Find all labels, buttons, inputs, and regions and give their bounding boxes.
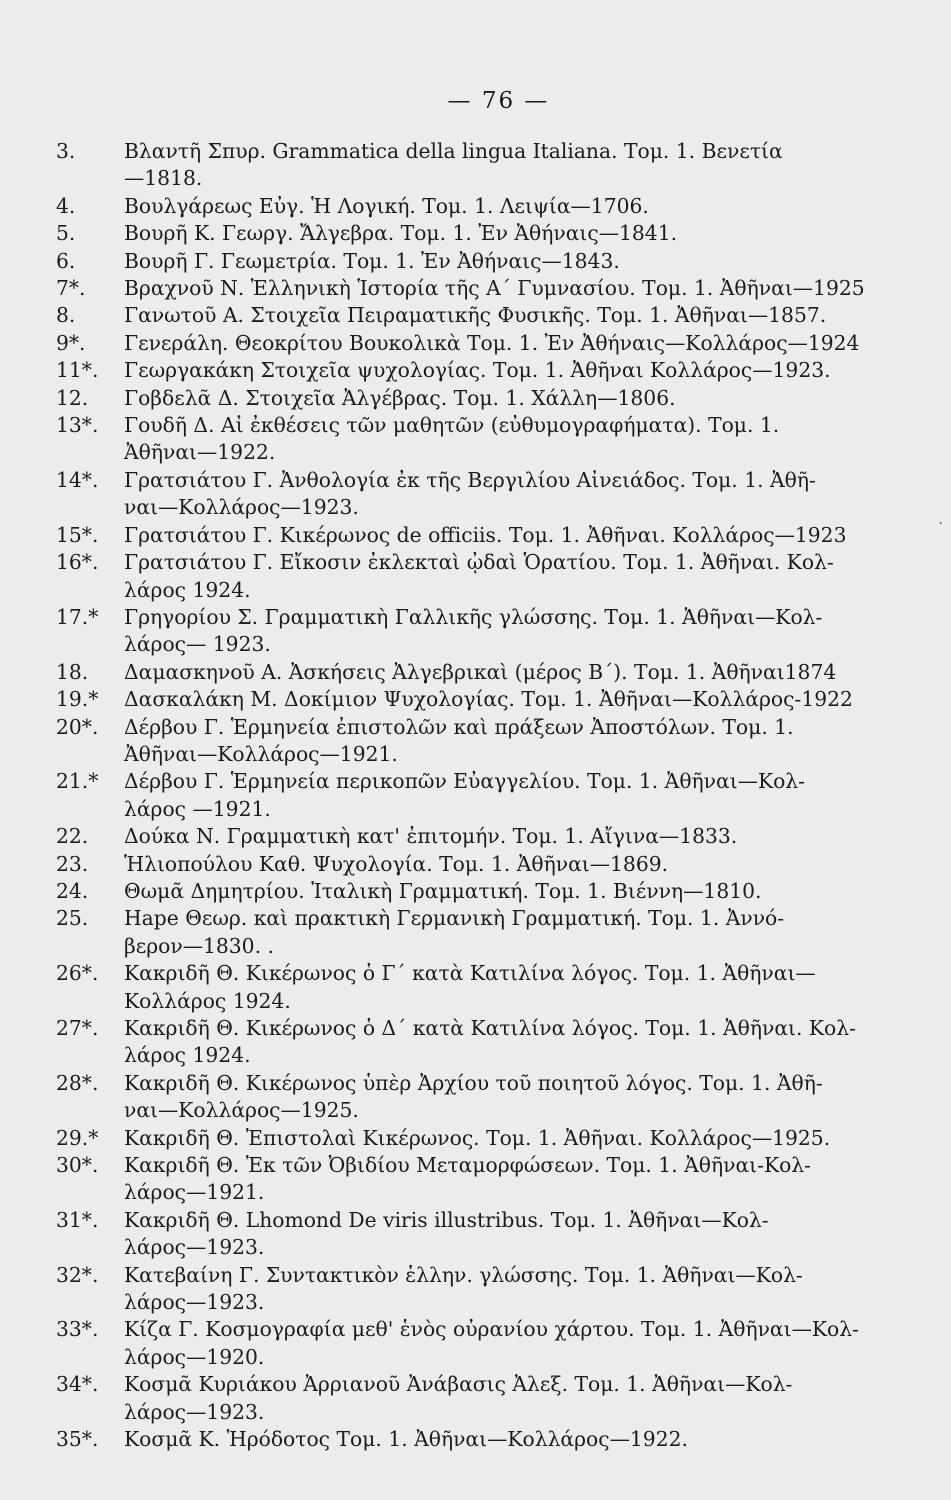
entry-number: 33*. <box>56 1317 99 1342</box>
bibliography-list <box>56 138 881 1454</box>
entry-line: Βουρῆ Κ. Γεωργ. Ἄλγεβρα. Τομ. 1. Ἐν Ἀθήναις—1841. <box>124 221 678 246</box>
entry-line: ναι—Κολλάρος—1923. <box>124 495 359 520</box>
entry-number: 16*. <box>56 550 99 575</box>
entry-text <box>124 522 881 549</box>
entry-number: 14*. <box>56 467 99 492</box>
entry-text <box>124 549 881 604</box>
entry-line: Κολλάρος 1924. <box>124 988 291 1013</box>
entry-number: 24. <box>56 878 89 903</box>
list-item <box>56 714 881 769</box>
page-number: — 76 — <box>447 88 550 114</box>
entry-text <box>124 302 881 329</box>
list-item <box>56 385 881 412</box>
entry-line: Γρηγορίου Σ. Γραμματικὴ Γαλλικῆς γλώσσης. Τομ. 1. Ἀθῆναι—Κολ- <box>124 604 823 629</box>
entry-line: Θωμᾶ Δημητρίου. Ἰταλικὴ Γραμματική. Τομ. 1. Βιέννη—1810. <box>124 878 762 903</box>
entry-number: 6. <box>56 248 76 273</box>
entry-line: Κακριδῆ Θ. Κικέρωνος ὑπὲρ Ἀρχίου τοῦ ποιητοῦ λόγος. Τομ. 1. Ἀθῆ- <box>124 1070 823 1095</box>
entry-line: Δέρβου Γ. Ἑρμηνεία ἐπιστολῶν καὶ πράξεων Ἀποστόλων. Τομ. 1. <box>124 714 794 739</box>
entry-line: Κοσμᾶ Κυριάκου Ἀρριανοῦ Ἀνάβασις Ἀλεξ. Τομ. 1. Ἀθῆναι—Κολ- <box>124 1372 793 1397</box>
list-item <box>56 1015 881 1070</box>
list-item <box>56 467 881 522</box>
entry-line: λάρος—1923. <box>124 1235 265 1260</box>
entry-text <box>124 1152 881 1207</box>
entry-number: 20*. <box>56 714 99 739</box>
entry-text <box>124 1426 881 1453</box>
entry-text <box>124 878 881 905</box>
entry-line: λάρος —1921. <box>124 796 271 821</box>
list-item <box>56 905 881 960</box>
entry-number: 11*. <box>56 358 99 383</box>
list-item <box>56 1125 881 1152</box>
entry-line: Βλαντῆ Σπυρ. Grammatica della lingua Italiana. Τομ. 1. Βενετία <box>124 139 783 163</box>
entry-line: λάρος 1924. <box>124 577 251 602</box>
entry-line: Δασκαλάκη Μ. Δοκίμιον Ψυχολογίας. Τομ. 1. Ἀθῆναι—Κολλάρος-1922 <box>124 687 853 712</box>
list-item <box>56 1207 881 1262</box>
entry-text <box>124 1207 881 1262</box>
entry-line: Δούκα Ν. Γραμματικὴ κατ' ἐπιτομήν. Τομ. 1. Αἴγινα—1833. <box>124 824 738 849</box>
list-item <box>56 357 881 384</box>
entry-text <box>124 220 881 247</box>
entry-text <box>124 851 881 878</box>
list-item <box>56 302 881 329</box>
entry-number: 19.* <box>56 687 99 712</box>
entry-line: Γεωργακάκη Στοιχεῖα ψυχολογίας. Τομ. 1. Ἀθῆναι Κολλάρος—1923. <box>124 358 831 383</box>
entry-line: —1818. <box>124 166 203 191</box>
entry-line: λάρος 1924. <box>124 1043 251 1068</box>
entry-text <box>124 275 881 302</box>
entry-line: βερον—1830. . <box>124 933 274 958</box>
list-item <box>56 275 881 302</box>
entry-number: 9*. <box>56 330 86 355</box>
entry-line: λάρος—1923. <box>124 1399 265 1424</box>
entry-number: 23. <box>56 851 89 876</box>
entry-line: Κακριδῆ Θ. Κικέρωνος ὁ Δ΄ κατὰ Κατιλίνα λόγος. Τομ. 1. Ἀθῆναι. Κολ- <box>124 1016 856 1040</box>
entry-text <box>124 1070 881 1125</box>
entry-text <box>124 823 881 850</box>
entry-line: Γρατσιάτου Γ. Κικέρωνος de officiis. Τομ. 1. Ἀθῆναι. Κολλάρος—1923 <box>124 522 847 547</box>
list-item <box>56 248 881 275</box>
entry-text <box>124 1371 881 1426</box>
list-item <box>56 604 881 659</box>
entry-text <box>124 357 881 384</box>
entry-line: Δαμασκηνοῦ Α. Ἀσκήσεις Ἀλγεβρικαὶ (μέρος Β΄). Τομ. 1. Ἀθῆναι1874 <box>124 659 837 684</box>
entry-line: Γενεράλη. Θεοκρίτου Βουκολικὰ Τομ. 1. Ἐν Ἀθήναις—Κολλάρος—1924 <box>124 330 860 355</box>
entry-number: 3. <box>56 139 76 163</box>
list-item <box>56 330 881 357</box>
entry-number: 32*. <box>56 1262 99 1287</box>
entry-text <box>124 248 881 275</box>
entry-text <box>124 1316 881 1371</box>
list-item <box>56 1262 881 1317</box>
entry-text <box>124 768 881 823</box>
entry-text <box>124 138 881 193</box>
list-item <box>56 1371 881 1426</box>
entry-number: 18. <box>56 659 89 684</box>
entry-text <box>124 659 881 686</box>
entry-number: 22. <box>56 824 89 849</box>
list-item <box>56 138 881 193</box>
list-item <box>56 220 881 247</box>
entry-line: Κακριδῆ Θ. Κικέρωνος ὁ Γ΄ κατὰ Κατιλίνα λόγος. Τομ. 1. Ἀθῆναι— <box>124 961 816 986</box>
list-item <box>56 851 881 878</box>
entry-line: Γουδῆ Δ. Αἱ ἐκθέσεις τῶν μαθητῶν (εὐθυμογραφήματα). Τομ. 1. <box>124 413 780 438</box>
list-item <box>56 1152 881 1207</box>
entry-line: Ἡλιοπούλου Καθ. Ψυχολογία. Τομ. 1. Ἀθῆναι—1869. <box>124 851 669 876</box>
entry-line: λάρος— 1923. <box>124 632 271 657</box>
entry-number: 25. <box>56 906 89 931</box>
entry-line: λάρος—1920. <box>124 1344 265 1369</box>
entry-text <box>124 686 881 713</box>
entry-number: 4. <box>56 193 76 218</box>
entry-text <box>124 412 881 467</box>
entry-line: Γρατσιάτου Γ. Εἴκοσιν ἐκλεκταὶ ᾠδαὶ Ὁρατίου. Τομ. 1. Ἀθῆναι. Κολ- <box>124 550 834 575</box>
entry-line: Κακριδῆ Θ. Ἐκ τῶν Ὀβιδίου Μεταμορφώσεων. Τομ. 1. Ἀθῆναι-Κολ- <box>124 1153 812 1178</box>
entry-line: Κίζα Γ. Κοσμογραφία μεθ' ἑνὸς οὐρανίου χάρτου. Τομ. 1. Ἀθῆναι—Κολ- <box>124 1317 859 1342</box>
entry-line: Ηape Θεωρ. καὶ πρακτικὴ Γερμανικὴ Γραμματική. Τομ. 1. Ἀννό- <box>124 906 785 931</box>
margin-mark: · <box>938 516 943 532</box>
entry-line: Γρατσιάτου Γ. Ἀνθολογία ἐκ τῆς Βεργιλίου Αἰνειάδος. Τομ. 1. Ἀθῆ- <box>124 467 816 492</box>
entry-line: Κατεβαίνη Γ. Συντακτικὸν ἑλλην. γλώσσης. Τομ. 1. Ἀθῆναι—Κολ- <box>124 1262 803 1287</box>
entry-line: Βραχνοῦ Ν. Ἑλληνικὴ Ἱστορία τῆς Α΄ Γυμνασίου. Τομ. 1. Ἀθῆναι—1925 <box>124 276 865 301</box>
entry-text <box>124 467 881 522</box>
list-item <box>56 549 881 604</box>
entry-number: 7*. <box>56 276 86 301</box>
entry-number: 5. <box>56 221 76 246</box>
entry-number: 28*. <box>56 1070 99 1095</box>
entry-line: Ἀθῆναι—1922. <box>124 440 276 465</box>
entry-number: 26*. <box>56 961 99 986</box>
entry-number: 30*. <box>56 1153 99 1178</box>
entry-number: 31*. <box>56 1207 99 1232</box>
entry-line: λάρος—1923. <box>124 1290 265 1315</box>
entry-text <box>124 1015 881 1070</box>
entry-line: Βουρῆ Γ. Γεωμετρία. Τομ. 1. Ἐν Ἀθήναις—1843. <box>124 248 620 273</box>
list-item <box>56 1316 881 1371</box>
entry-number: 21.* <box>56 769 99 794</box>
entry-number: 12. <box>56 385 89 410</box>
list-item <box>56 193 881 220</box>
entry-line: Γοβδελᾶ Δ. Στοιχεῖα Ἀλγέβρας. Τομ. 1. Χάλλη—1806. <box>124 385 676 410</box>
entry-number: 13*. <box>56 413 99 438</box>
entry-text <box>124 1125 881 1152</box>
entry-number: 15*. <box>56 522 99 547</box>
entry-text <box>124 714 881 769</box>
entry-number: 17.* <box>56 604 99 629</box>
entry-line: Γανωτοῦ Α. Στοιχεῖα Πειραματικῆς Φυσικῆς. Τομ. 1. Ἀθῆναι—1857. <box>124 303 827 328</box>
list-item <box>56 522 881 549</box>
entry-text <box>124 905 881 960</box>
list-item <box>56 686 881 713</box>
list-item <box>56 412 881 467</box>
entry-line: Βουλγάρεως Εὐγ. Ἡ Λογική. Τομ. 1. Λειψία—1706. <box>124 193 649 218</box>
entry-line: ναι—Κολλάρος—1925. <box>124 1098 359 1123</box>
entry-number: 29.* <box>56 1125 99 1150</box>
list-item <box>56 768 881 823</box>
entry-text <box>124 604 881 659</box>
entry-number: 8. <box>56 303 76 328</box>
entry-text <box>124 193 881 220</box>
entry-number: 27*. <box>56 1016 99 1040</box>
list-item <box>56 960 881 1015</box>
list-item <box>56 1070 881 1125</box>
list-item <box>56 823 881 850</box>
entry-text <box>124 960 881 1015</box>
list-item <box>56 1426 881 1453</box>
entry-text <box>124 330 881 357</box>
entry-line: Ἀθῆναι—Κολλάρος—1921. <box>124 741 398 766</box>
entry-number: 35*. <box>56 1427 99 1452</box>
entry-line: Κακριδῆ Θ. Lhomond De viris illustribus. Τομ. 1. Ἀθῆναι—Κολ- <box>124 1207 769 1232</box>
entry-line: λάρος—1921. <box>124 1180 265 1205</box>
entry-line: Κακριδῆ Θ. Ἐπιστολαὶ Κικέρωνος. Τομ. 1. Ἀθῆναι. Κολλάρος—1925. <box>124 1125 831 1150</box>
list-item <box>56 659 881 686</box>
entry-number: 34*. <box>56 1372 99 1397</box>
entry-text <box>124 1262 881 1317</box>
list-item <box>56 878 881 905</box>
entry-line: Κοσμᾶ Κ. Ἡρόδοτος Τομ. 1. Ἀθῆναι—Κολλάρος—1922. <box>124 1427 688 1452</box>
entry-line: Δέρβου Γ. Ἑρμηνεία περικοπῶν Εὐαγγελίου. Τομ. 1. Ἀθῆναι—Κολ- <box>124 769 806 794</box>
entry-text <box>124 385 881 412</box>
